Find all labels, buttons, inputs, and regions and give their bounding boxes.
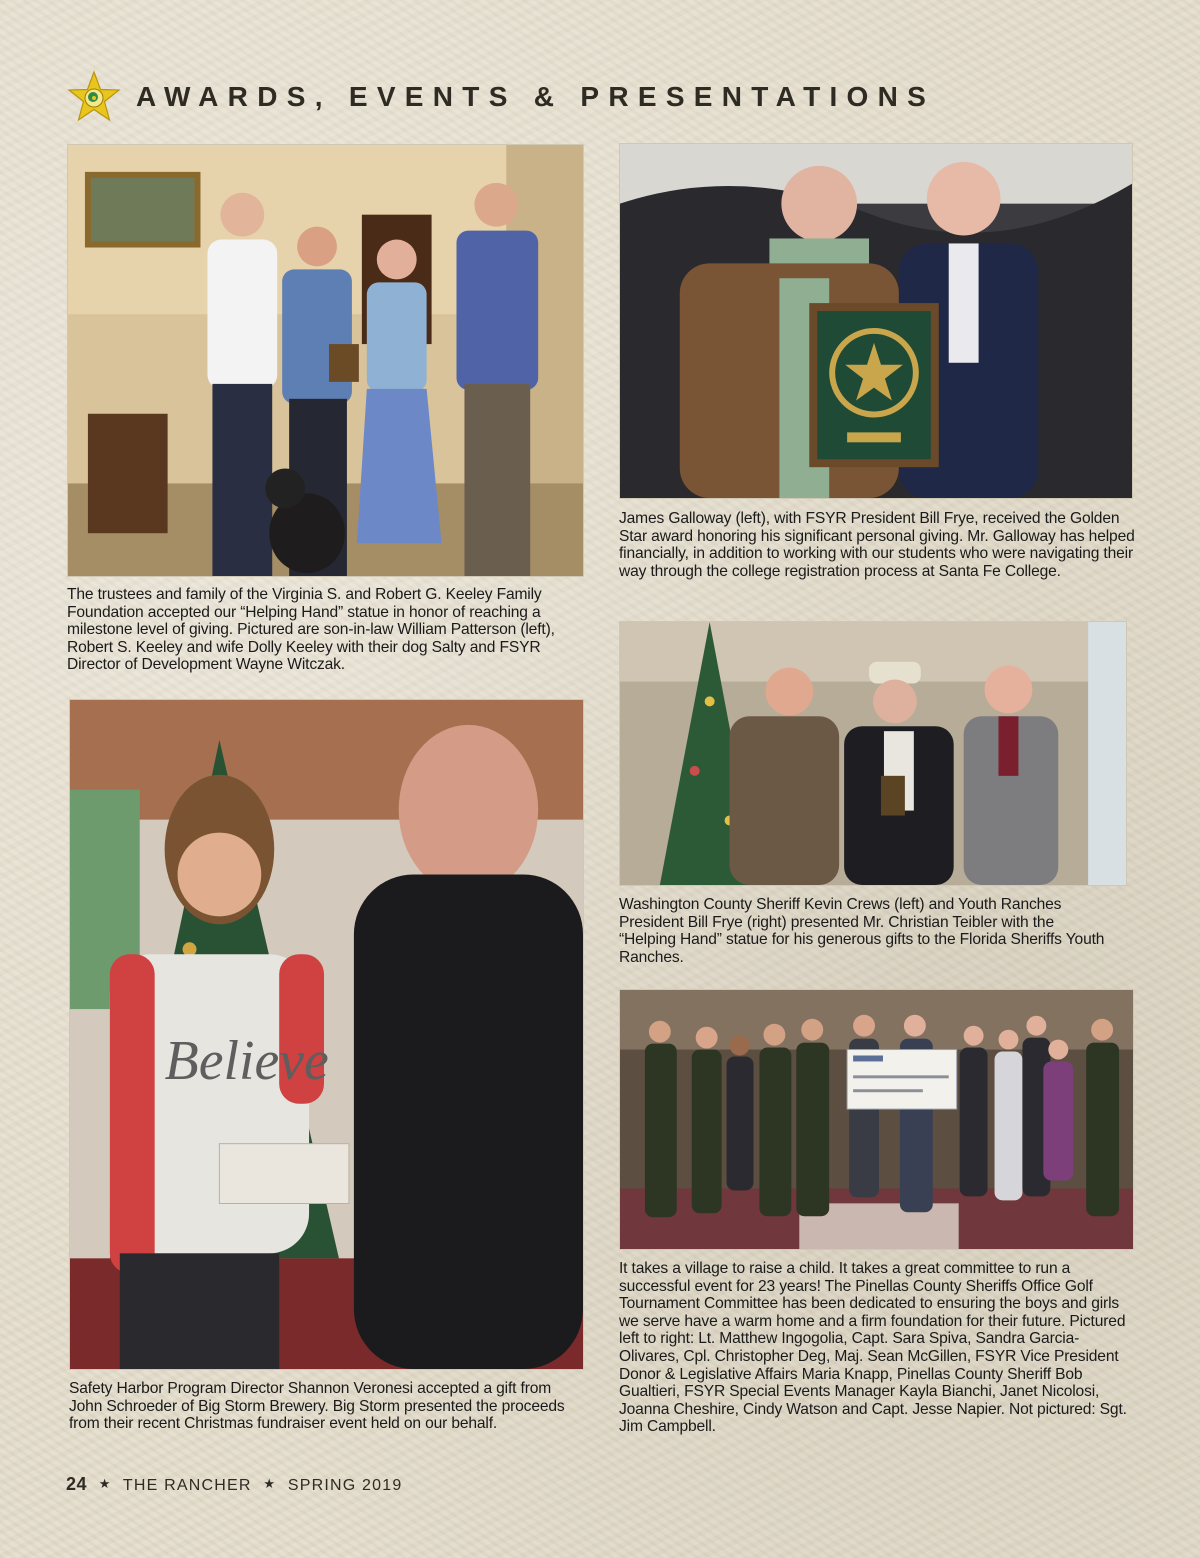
sheriff-star-icon <box>66 70 122 126</box>
photo-pinellas-committee <box>619 989 1134 1250</box>
photo-galloway-golden-star <box>619 143 1133 499</box>
header-logo <box>66 70 122 126</box>
page-footer <box>66 1474 402 1495</box>
page-title: AWARDS, EVENTS & PRESENTATIONS <box>136 81 936 112</box>
publication-name: THE RANCHER <box>122 1477 252 1494</box>
caption-galloway: James Galloway (left), with FSYR President Bill Frye, received the Golden Star award honoring his significant personal giving. Mr. Galloway has helped financially, in addition to working with our students who were navigating their way through the college registration process at Santa Fe College. <box>619 510 1135 580</box>
page-number: 24 <box>66 1474 88 1494</box>
caption-teibler: Washington County Sheriff Kevin Crews (left) and Youth Ranches President Bill Frye (right) presented Mr. Christian Teibler with the “Helping Hand” statue for his generous gifts to the Florida Sheriffs Youth Ranches. <box>619 896 1105 966</box>
photo-teibler-helping-hand <box>619 621 1127 886</box>
photo-keeley-family <box>67 144 584 577</box>
caption-big-storm: Safety Harbor Program Director Shannon Veronesi accepted a gift from John Schroeder of Big Storm Brewery. Big Storm presented the proceeds from their recent Christmas fundraiser event held on our behalf. <box>69 1380 565 1433</box>
svg-text:Believe: Believe <box>164 1029 329 1092</box>
photo-big-storm-gift <box>69 699 584 1370</box>
caption-pinellas: It takes a village to raise a child. It takes a great committee to run a successful event for 23 years! The Pinellas County Sheriffs Office Golf Tournament Committee has been dedicated to ensuring the boys and girls we serve have a warm home and a firm foundation for their future. Pictured left to right: Lt. Matthew Ingogolia, Capt. Sara Spiva, Sandra Garcia-Olivares, Cpl. Christopher Deg, Maj. Sean McGillen, FSYR Vice President Donor & Legislative Affairs Maria Knapp, Pinellas County Sheriff Bob Gualtieri, FSYR Special Events Manager Kayla Bianchi, Janet Nicolosi, Joanna Cheshire, Cindy Watson and Capt. Jesse Napier. Not pictured: Sgt. Jim Campbell. <box>619 1260 1127 1436</box>
caption-keeley: The trustees and family of the Virginia S. and Robert G. Keeley Family Foundation accepted our “Helping Hand” statue in honor of reaching a milestone level of giving. Pictured are son-in-law William Patterson (left), Robert S. Keeley and wife Dolly Keeley with their dog Salty and FSYR Director of Development Wayne Witczak. <box>67 586 555 674</box>
footer-star-icon: ★ <box>98 1476 112 1491</box>
footer-star-icon: ★ <box>263 1476 277 1491</box>
issue-label: SPRING 2019 <box>287 1477 403 1494</box>
